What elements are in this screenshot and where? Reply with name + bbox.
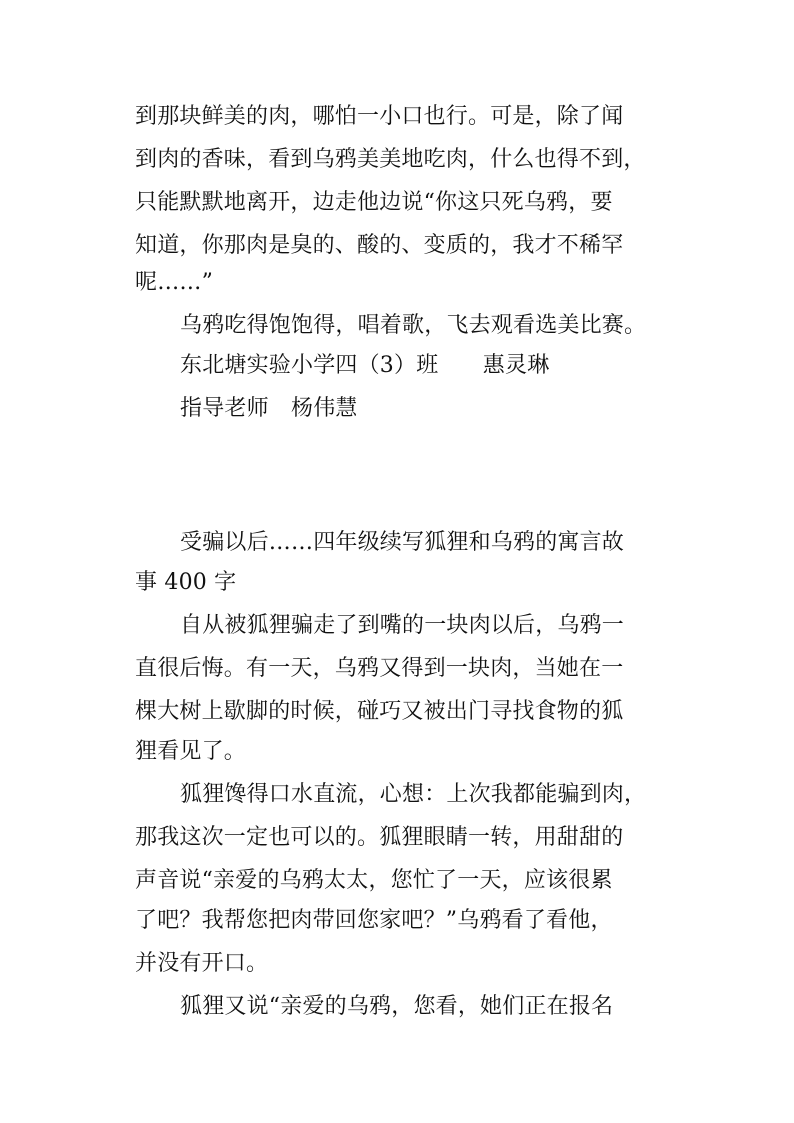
text-line: 棵大树上歇脚的时候，碰巧又被出门寻找食物的狐 xyxy=(135,699,624,724)
essay-title-line: 受骗以后……四年级续写狐狸和乌鸦的寓言故 xyxy=(180,530,625,555)
text-line: 声音说“亲爱的乌鸦太太，您忙了一天，应该很累 xyxy=(135,868,613,893)
text-line: 直很后悔。有一天，乌鸦又得到一块肉，当她在一 xyxy=(135,656,624,681)
author-line: 东北塘实验小学四（3）班 惠灵琳 xyxy=(180,353,550,378)
text-line: 呢……” xyxy=(135,270,214,295)
text-line: 并没有开口。 xyxy=(135,951,269,976)
text-line: 狐狸又说“亲爱的乌鸦，您看，她们正在报名 xyxy=(180,994,614,1019)
teacher-line: 指导老师 杨伟慧 xyxy=(180,396,358,421)
text-line: 那我这次一定也可以的。狐狸眼睛一转，用甜甜的 xyxy=(135,825,624,850)
text-line: 知道，你那肉是臭的、酸的、变质的，我才不稀罕 xyxy=(135,233,624,258)
text-line: 自从被狐狸骗走了到嘴的一块肉以后，乌鸦一 xyxy=(180,613,625,638)
text-line: 了吧？我帮您把肉带回您家吧？”乌鸦看了看他， xyxy=(135,908,613,933)
text-line: 狸看见了。 xyxy=(135,739,247,764)
text-line: 到那块鲜美的肉，哪怕一小口也行。可是，除了闻 xyxy=(135,104,624,129)
text-line: 只能默默地离开，边走他边说“你这只死乌鸦，要 xyxy=(135,190,613,215)
text-line: 到肉的香味，看到乌鸦美美地吃肉，什么也得不到， xyxy=(135,147,646,172)
text-line: 乌鸦吃得饱饱得，唱着歌，飞去观看选美比赛。 xyxy=(180,313,647,338)
text-line: 狐狸馋得口水直流，心想：上次我都能骗到肉， xyxy=(180,782,647,807)
essay-title-line: 事 400 字 xyxy=(135,570,237,595)
